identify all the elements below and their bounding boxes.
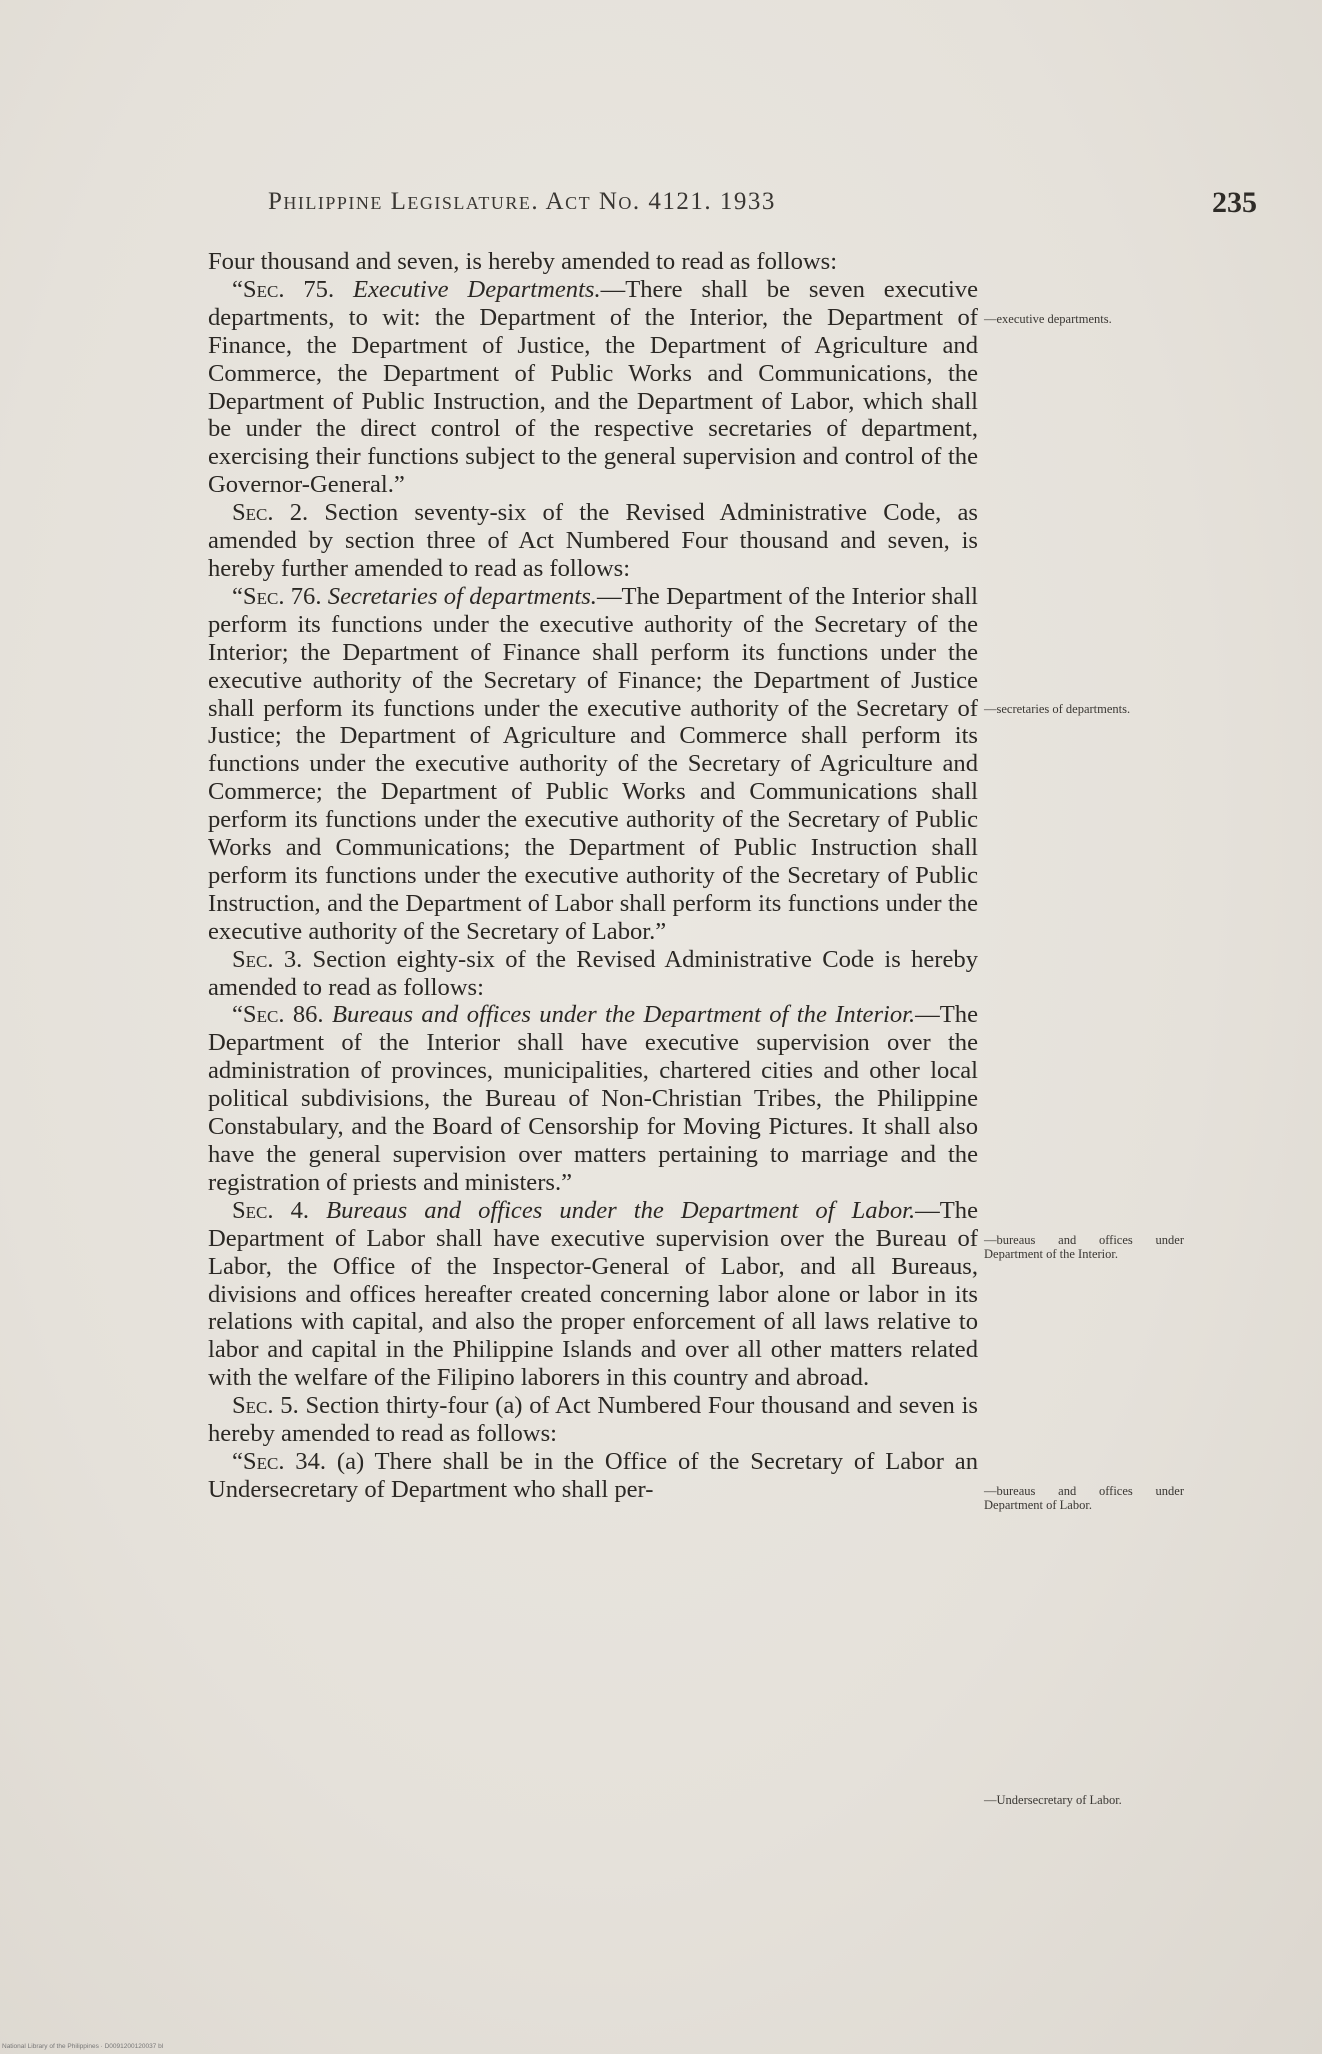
margin-note: —bureaus and offices under Department of the Interior. [984, 1233, 1184, 1261]
running-header: Philippine Legislature. Act No. 4121. 1933 [268, 188, 776, 215]
paragraph [208, 1448, 978, 1504]
section-heading: Bureaus and offices under the Department of the Interior. [331, 1001, 916, 1029]
paragraph [208, 583, 978, 946]
section-label: “Sec. 75. [232, 275, 335, 303]
margin-note: —executive departments. [984, 312, 1112, 326]
section-label: Sec. 2. [232, 499, 309, 527]
body-text [208, 248, 978, 1504]
paragraph [208, 248, 978, 276]
paragraph-text: —There shall be seven executive departments, to wit: the Department of the Interior, the Department of Finance, the Department of Justice, the Department of Agriculture and Commerce, the Department of Public Works and Communications, the Department of Public Instruction, and the Department of Labor, which shall be under the direct control of the respective secretaries of department, exercising their functions subject to the general supervision and control of the Governor-General.” [208, 275, 978, 499]
page-number: 235 [1212, 186, 1257, 219]
paragraph [208, 1392, 978, 1448]
paragraph-text: Section thirty-four (a) of Act Numbered Four thousand and seven is hereby amended to read as follows: [208, 1392, 978, 1448]
section-label: Sec. 4. [232, 1196, 310, 1224]
paragraph-text: Four thousand and seven, is hereby amended to read as follows: [208, 248, 838, 275]
section-label: Sec. 3. [232, 945, 303, 973]
section-label: “Sec. 86. [232, 1001, 324, 1029]
margin-note: —secretaries of departments. [984, 702, 1131, 716]
section-label: “Sec. 76. [232, 582, 322, 610]
section-label: Sec. 5. [232, 1392, 299, 1420]
section-label: “Sec. 34. [232, 1447, 327, 1475]
section-heading: Executive Departments. [352, 275, 601, 303]
paragraph [208, 1001, 978, 1196]
scan-footer: National Library of the Philippines · D0091200120037 bl [2, 2043, 164, 2050]
margin-note: —bureaus and offices under Department of Labor. [984, 1484, 1184, 1512]
paragraph-text: —The Department of the Interior shall perform its functions under the executive authority of the Secretary of the Interior; the Department of Finance shall perform its functions under the executive authority of the Secretary of Finance; the Department of Justice shall perform its functions under the executive authority of the Secretary of Justice; the Department of Agriculture and Commerce shall perform its functions under the executive authority of the Secretary of Agriculture and Commerce; the Department of Public Works and Communications shall perform its functions under the executive authority of the Secretary of Public Works and Communications; the Department of Public Instruction shall perform its functions under the executive authority of the Secretary of Public Instruction, and the Department of Labor shall perform its functions under the executive authority of the Secretary of Labor.” [208, 582, 979, 945]
paragraph-text: (a) There shall be in the Office of the Secretary of Labor an Undersecretary of Department who shall per- [208, 1447, 978, 1503]
paragraph-text: —The Department of Labor shall have executive supervision over the Bureau of Labor, the Office of the Inspector-General of Labor, and all Bureaus, divisions and offices hereafter created concerning labor alone or labor in its relations with capital, and also the proper enforcement of all laws relative to labor and capital in the Philippine Islands and over all other matters related with the welfare of the Filipino laborers in this country and abroad. [208, 1196, 978, 1392]
section-heading: Secretaries of departments. [327, 582, 597, 610]
paragraph [208, 499, 978, 583]
paragraph-text: —The Department of the Interior shall have executive supervision over the administration of provinces, municipalities, chartered cities and other local political subdivisions, the Bureau of Non-Christian Tribes, the Philippine Constabulary, and the Board of Censorship for Moving Pictures. It shall also have the general supervision over matters pertaining to marriage and the registration of priests and ministers.” [208, 1001, 979, 1196]
paragraph-text: Section eighty-six of the Revised Administrative Code is hereby amended to read as follows: [208, 945, 978, 1001]
margin-note: —Undersecretary of Labor. [984, 1793, 1122, 1807]
paragraph [208, 276, 978, 499]
paragraph-text: Section seventy-six of the Revised Administrative Code, as amended by section three of Act Numbered Four thousand and seven, is hereby further amended to read as follows: [208, 499, 978, 582]
paragraph [208, 1197, 978, 1392]
paragraph [208, 946, 978, 1002]
section-heading: Bureaus and offices under the Department of Labor. [326, 1196, 916, 1224]
